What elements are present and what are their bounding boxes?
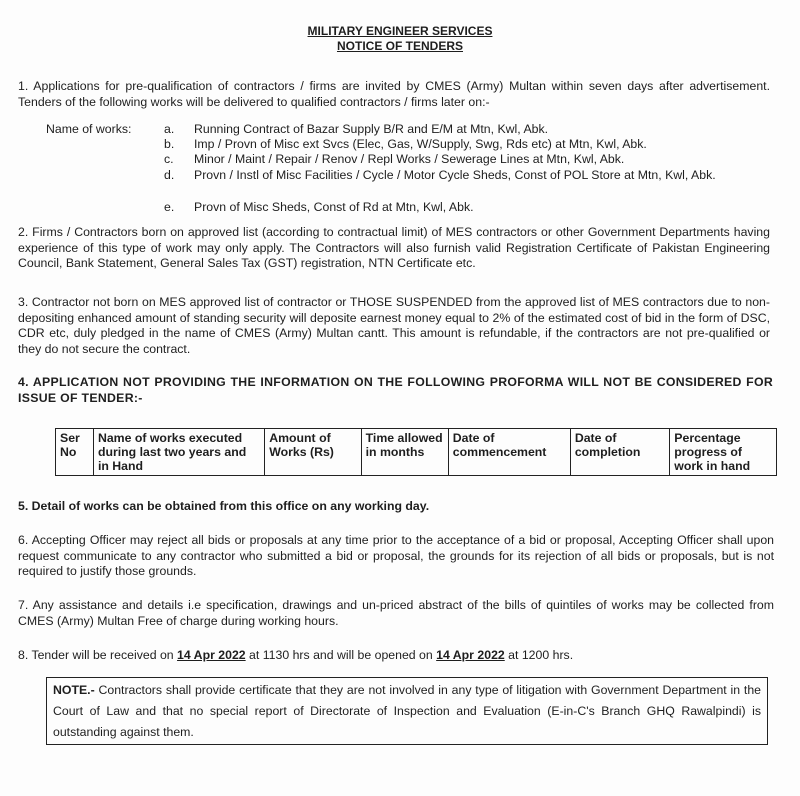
proforma-header-ser: Ser No — [56, 429, 94, 476]
note-label: NOTE.- — [53, 683, 95, 697]
proforma-header-works: Name of works executed during last two years and in Hand — [93, 429, 264, 476]
proforma-header-amount: Amount of Works (Rs) — [265, 429, 361, 476]
org-heading: MILITARY ENGINEER SERVICES — [307, 24, 493, 38]
opened-date: 14 Apr 2022 — [436, 648, 505, 662]
paragraph-7: 7. Any assistance and details i.e specification, drawings and un-priced abstract of the bills of quintiles of works may be collected from CMES (Army) Multan Free of charge during working hours. — [18, 598, 774, 628]
paragraph-5: 5. Detail of works can be obtained from this office on any working day. — [18, 499, 430, 513]
paragraph-4: 4. APPLICATION NOT PROVIDING THE INFORMATION ON THE FOLLOWING PROFORMA WILL NOT BE CONSIDERED FOR ISSUE OF TENDER:- — [18, 375, 773, 405]
works-label: Name of works: — [46, 122, 132, 136]
paragraph-3: 3. Contractor not born on MES approved list of contractor or THOSE SUSPENDED from the approved list of MES contractors due to non-depositing enhanced amount of standing security will deposite earnest money equal to 2% of the estimated cost of bid in the form of DSC, CDR etc, duly pledged in the name of CMES (Army) Multan cantt. This amount is refundable, if the contractors are not pre-qualified or they do not secure the contract. — [18, 295, 770, 356]
paragraph-1: 1. Applications for pre-qualification of contractors / firms are invited by CMES (Army) Multan within seven days after advertisement. Tenders of the following works will be delivered to qualified contractors / firms later on:- — [18, 79, 770, 109]
table-row — [56, 429, 777, 476]
tender-notice-page: MILITARY ENGINEER SERVICES NOTICE OF TENDERS 1. Applications for pre-qualification of contractors / firms are invited by CMES (Army) Multan within seven days after advertisement. Tenders of the following works will be delivered to qualified contractors / firms later on:- Name of works: a. Running Contract of Bazar Supply B/R and E/M at Mtn, Kwl, Abk. b. Imp / Provn of Misc ext Svcs (Elec, Gas, W/Supply, Swg, Rds etc) at Mtn, Kwl, Abk. c. Minor / Maint / Repair / Renov / Repl Works / Sewerage Lines at Mtn, Kwl, Abk. d. Provn / Instl of Misc Facilities / Cycle / Motor Cycle Sheds, Const of POL Store at Mtn, Kwl, Abk. e. Provn of Misc Sheds, Const of Rd at Mtn, Kwl, Abk. 2. Firms / Contractors born on approved list (according to contractual limit) of MES contractors or other Government Departments having experience of this type of work may only apply. The Contractors will also furnish valid Registration Certificate of Pakistan Engineering Council, Bank Statement, General Sales Tax (GST) registration, NTN Certificate etc. 3. Contractor not born on MES approved list of contractor or THOSE SUSPENDED from the approved list of MES contractors due to non-depositing enhanced amount of standing security will deposite earnest money equal to 2% of the estimated cost of bid in the form of DSC, CDR etc, duly pledged in the name of CMES (Army) Multan cantt. This amount is refundable, if the contractors are not pre-qualified or they do not secure the contract. 4. APPLICATION NOT PROVIDING THE INFORMATION ON THE FOLLOWING PROFORMA WILL NOT BE CONSIDERED FOR ISSUE OF TENDER:- Ser No Name of works executed during last two years and in Hand Amount of Works (Rs) Time allowed in months Date of commencement Date of completion Percentage progress of work in hand 5. Detail of works can be obtained from this office on any working day. 6. Accepting Officer may reject all bids or proposals at any time prior to the acceptance of a bid or proposal, Accepting Officer shall upon request communicate to any contractor who submitted a bid or proposal, the grounds for its rejection of all bids or proposals, but is not required to justify those grounds. 7. Any assistance and details i.e specification, drawings and un-priced abstract of the bills of quintiles of works may be collected from CMES (Army) Multan Free of charge during working hours. 8. Tender will be received on 14 Apr 2022 at 1130 hrs and will be opened on 14 Apr 2022 at 1200 hrs. NOTE.- Contractors shall provide certificate that they are not involved in any type of litigation with Government Department in the Court of Law and that no special report of Directorate of Inspection and Evaluation (E-in-C's Branch GHQ Rawalpindi) is outstanding against them. — [0, 0, 800, 796]
proforma-header-progress: Percentage progress of work in hand — [670, 429, 777, 476]
paragraph-8: 8. Tender will be received on 14 Apr 2022 at 1130 hrs and will be opened on 14 Apr 2022 at 1200 hrs. — [18, 648, 574, 662]
proforma-header-completion: Date of completion — [570, 429, 669, 476]
proforma-header-time: Time allowed in months — [361, 429, 448, 476]
proforma-table — [55, 428, 777, 476]
proforma-header-commencement: Date of commencement — [448, 429, 570, 476]
received-date: 14 Apr 2022 — [177, 648, 246, 662]
note-box — [46, 677, 768, 745]
notice-title: NOTICE OF TENDERS — [336, 39, 463, 53]
note-text: Contractors shall provide certificate that they are not involved in any type of litigation with Government Department in the Court of Law and that no special report of Directorate of Inspection and Evaluation (E-in-C's Branch GHQ Rawalpindi) is outstanding against them. — [53, 683, 761, 739]
paragraph-6: 6. Accepting Officer may reject all bids or proposals at any time prior to the acceptance of a bid or proposal, Accepting Officer shall upon request communicate to any contractor who submitted a bid or proposal, the grounds for its rejection of all bids or proposals, but is not required to justify those grounds. — [18, 533, 774, 578]
paragraph-2: 2. Firms / Contractors born on approved list (according to contractual limit) of MES contractors or other Government Departments having experience of this type of work may only apply. The Contractors will also furnish valid Registration Certificate of Pakistan Engineering Council, Bank Statement, General Sales Tax (GST) registration, NTN Certificate etc. — [18, 225, 770, 270]
